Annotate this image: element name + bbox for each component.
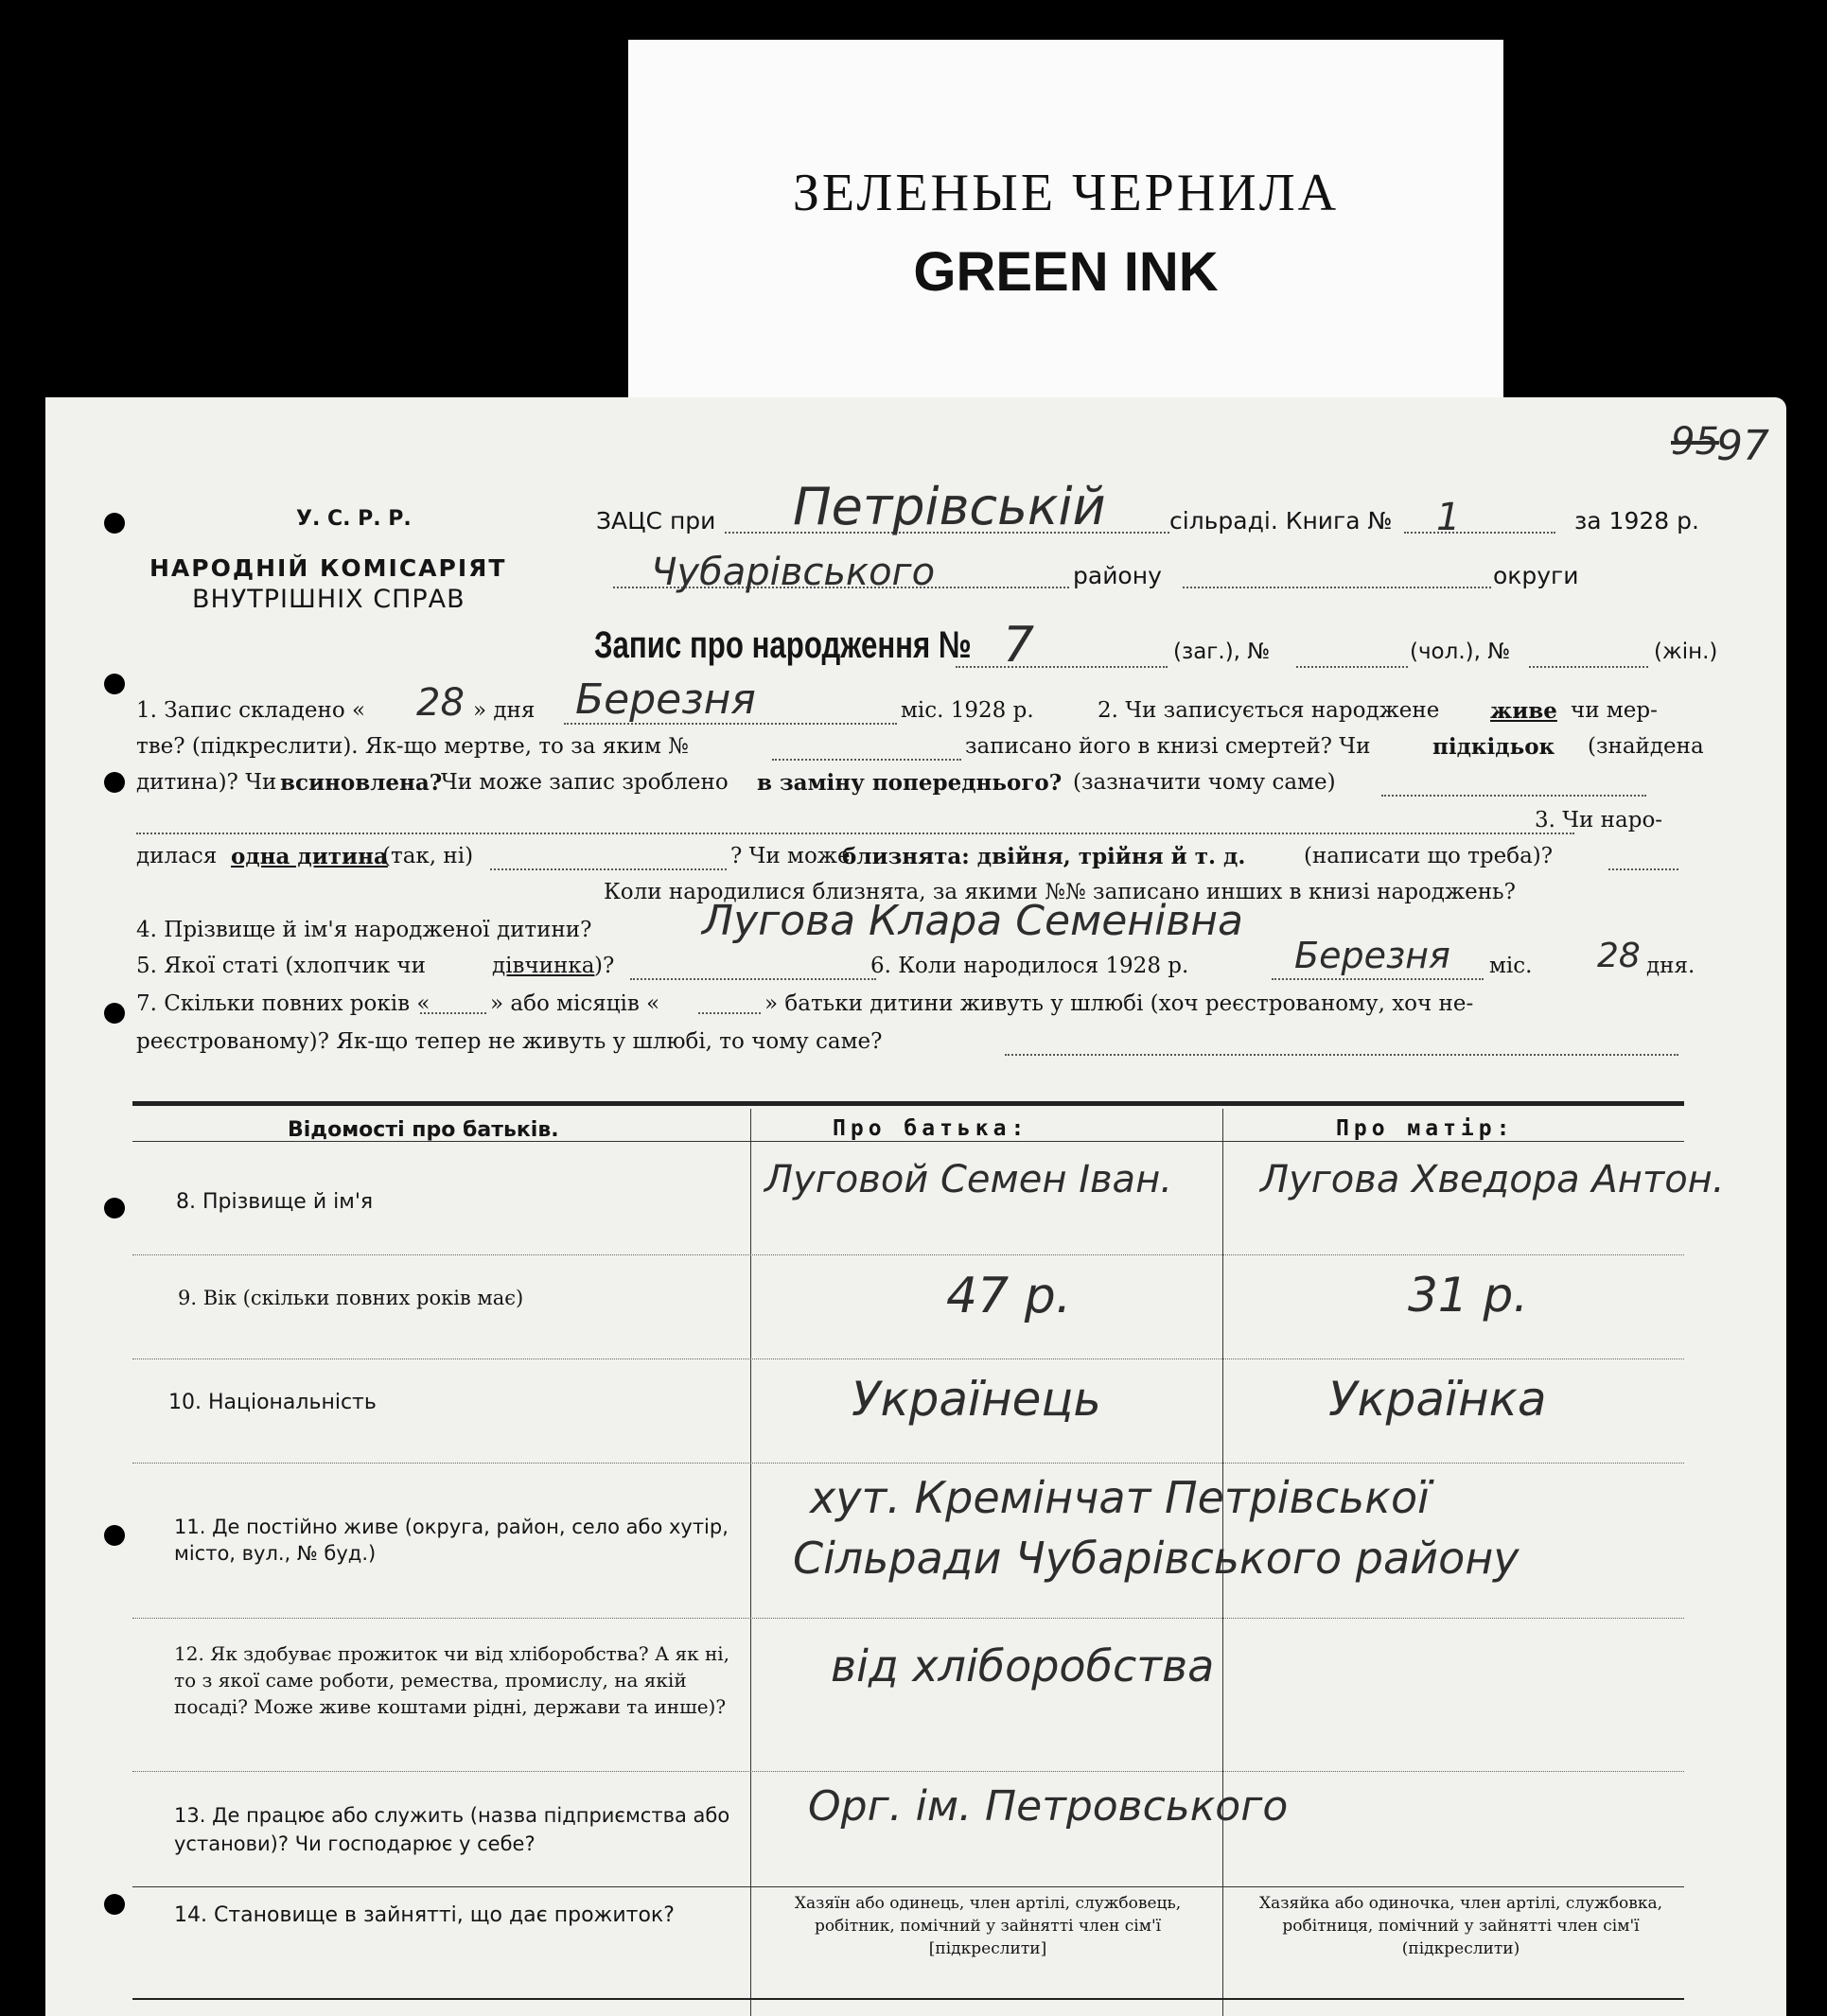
male-number-line (1529, 666, 1648, 668)
record-number-line (956, 666, 1168, 668)
q1-record-date-label: 1. Запис складено « (136, 698, 366, 723)
death-record-line (772, 759, 961, 761)
table-bottom-rule (132, 1998, 1684, 2000)
table-row-label: 12. Як здобуває прожиток чи від хліборобства? А як ні, то з якої саме роботи, ремества, промислу, на якій посаді? Може живе коштами рідні, держави та инше)? (174, 1642, 730, 1718)
female-number-label: (жін.) (1654, 640, 1718, 664)
okrug-field-line (1183, 587, 1491, 588)
table-header-mother: Про матір: (1336, 1116, 1515, 1141)
record-number-value: 7 (1003, 617, 1035, 674)
punch-hole-icon (104, 1894, 125, 1915)
table-row-label: 8. Прізвище й ім'я (176, 1190, 374, 1214)
male-number-label: (чол.), № (1410, 640, 1511, 664)
q6-birth-year-label: 6. Коли народилося 1928 р. (870, 954, 1189, 978)
q2-alive-label: 2. Чи записується народжене (1098, 698, 1440, 723)
girl-option: дівчинка (492, 954, 595, 978)
replacement-reason-line (1381, 795, 1646, 797)
q2-dead-label: чи мер- (1571, 698, 1658, 723)
q7-marriage-years-label: 7. Скільки повних років « (136, 991, 430, 1016)
q4-child-name-label: 4. Прізвище й ім'я народженої дитини? (136, 918, 592, 942)
record-day-value: 28 (416, 681, 465, 725)
found-child-label: (знайдена (1588, 734, 1704, 759)
twins-instruction: (написати що треба)? (1304, 844, 1554, 868)
blank-line (136, 833, 1574, 834)
q1-day-label: » дня (473, 698, 536, 723)
marriage-reason-label: реєстрованому)? Як-що тепер не живуть у шлюбі, то чому саме? (136, 1029, 883, 1054)
residence-line1-value: хут. Кремінчат Петрівської (810, 1472, 1430, 1523)
yes-no-line (490, 868, 727, 870)
punch-hole-icon (104, 1003, 125, 1024)
born-prefix: дилася (136, 844, 218, 868)
father-nationality-value: Українець (852, 1372, 1101, 1427)
father-age-value: 47 р. (946, 1268, 1072, 1324)
ink-label-card (628, 40, 1503, 397)
punch-hole-icon (104, 674, 125, 694)
year-label: за 1928 р. (1574, 507, 1699, 535)
table-row-label: 11. Де постійно живе (округа, район, село або хутір, місто, вул., № буд.) (174, 1516, 729, 1565)
punch-hole-icon (104, 513, 125, 534)
punch-hole-icon (104, 1525, 125, 1546)
father-livelihood-value: від хліборобства (831, 1640, 1215, 1692)
record-title: Запис про народження № (594, 624, 972, 666)
q5-sex-label: 5. Якої статі (хлопчик чи (136, 954, 426, 978)
table-header-parents: Відомості про батьків. (288, 1118, 559, 1142)
q3-single-child-label: 3. Чи наро- (1535, 808, 1663, 833)
table-row-divider (132, 1618, 1684, 1619)
record-month-value: Березня (575, 675, 756, 724)
punch-hole-icon (104, 1198, 125, 1218)
marriage-reason-line (1005, 1054, 1678, 1056)
ink-label-russian: ЗЕЛЕНЫЕ ЧЕРНИЛА (792, 164, 1340, 222)
single-child-option: одна дитина (231, 844, 388, 869)
yes-no-label: (так, ні) (382, 844, 474, 868)
birth-day-value: 28 (1597, 937, 1641, 975)
q2-alive-option: живе (1490, 698, 1557, 724)
district-label: району (1073, 562, 1162, 589)
marriage-months-label: » або місяців « (490, 991, 660, 1016)
book-number-value: 1 (1436, 496, 1461, 539)
twins-prefix: ? Чи може (730, 844, 851, 868)
birth-month-value: Березня (1294, 935, 1450, 976)
general-number-label: (заг.), № (1173, 640, 1271, 664)
q2-death-record-label: тве? (підкреслити). Як-що мертве, то за яким № (136, 734, 689, 759)
book-field-line (1404, 532, 1555, 534)
child-name-value: Лугова Клара Семенівна (702, 897, 1243, 945)
marriage-months-line (698, 1012, 761, 1014)
general-number-line (1296, 666, 1408, 668)
table-top-rule (132, 1101, 1684, 1106)
page-number-crossed: 95 (1671, 420, 1719, 464)
adopted-label: всиновлена? (280, 770, 443, 796)
book-label: сільраді. Книга № (1169, 507, 1393, 535)
q2-death-book-label: записано його в книзі смертей? Чи (965, 734, 1371, 759)
page-number: 97 (1716, 422, 1769, 470)
table-row-label: 14. Становище в зайнятті, що дає прожиток? (174, 1903, 675, 1927)
q5-sex-suffix: )? (594, 954, 615, 978)
table-header-father: Про батька: (833, 1116, 1029, 1141)
father-workplace-value: Орг. ім. Петровського (808, 1782, 1289, 1831)
mother-employment-options: Хазяйка або одиночка, член артілі, службовка, робітниця, помічний у зайнятті член сім'ї (підкреслити) (1258, 1894, 1663, 1958)
district-field-line (613, 587, 1069, 588)
twins-line (1608, 868, 1678, 870)
sex-line (630, 978, 876, 980)
twins-label: близнята: двійня, трійня й т. д. (842, 844, 1246, 869)
replacement-prefix: Чи може запис зроблено (441, 770, 729, 795)
table-row-label: 9. Вік (скільки повних років має) (178, 1287, 524, 1309)
father-employment-options: Хазяїн або одинець, член артілі, службовець, робітник, помічний у зайнятті член сім'ї [підкреслити] (794, 1894, 1182, 1958)
table-row-divider (132, 1886, 1684, 1887)
zags-village-value: Петрівській (793, 477, 1106, 536)
zags-label: ЗАЦС при (596, 507, 716, 535)
adopted-prefix: дитина)? Чи (136, 770, 277, 795)
ink-label-english: GREEN INK (913, 241, 1219, 303)
replacement-reason-label: (зазначити чому саме) (1073, 770, 1336, 795)
table-row-divider (132, 1254, 1684, 1255)
table-col-divider (750, 1109, 751, 2016)
table-row-label: 13. Де працює або служить (назва підприємства або установи)? Чи господарює у себе? (174, 1804, 730, 1855)
commissariat-heading: НАРОДНІЙ КОМІСАРІЯТ (149, 554, 507, 582)
twins-records-label: Коли народилися близнята, за якими №№ записано инших в книзі народжень? (604, 880, 1516, 904)
ministry-heading: ВНУТРІШНІХ СПРАВ (192, 585, 466, 614)
table-row-label: 10. Національність (168, 1391, 377, 1414)
birth-month-label: міс. (1489, 954, 1533, 978)
punch-hole-icon (104, 772, 125, 793)
marriage-years-line (420, 1012, 486, 1014)
ussr-heading: У. С. Р. Р. (296, 507, 412, 531)
birth-record-sheet (45, 397, 1786, 2016)
marriage-question: » батьки дитини живуть у шлюбі (хоч реєстрованому, хоч не- (764, 991, 1474, 1016)
record-month-line (564, 723, 897, 725)
mother-nationality-value: Українка (1328, 1372, 1547, 1427)
mother-name-value: Лугова Хведора Антон. (1260, 1158, 1725, 1201)
okrug-label: округи (1493, 562, 1579, 589)
q1-year-label: міс. 1928 р. (901, 698, 1034, 723)
birth-day-label: дня. (1646, 954, 1695, 978)
foundling-label: підкідьок (1432, 734, 1555, 760)
mother-age-value: 31 р. (1408, 1268, 1529, 1323)
district-value: Чубарівського (651, 551, 936, 594)
table-row-divider (132, 1771, 1684, 1772)
table-row-divider (132, 1463, 1684, 1464)
birth-month-line (1272, 978, 1484, 980)
residence-line2-value: Сільради Чубарівського району (793, 1533, 1520, 1584)
father-name-value: Луговой Семен Іван. (764, 1158, 1172, 1201)
replacement-label: в заміну попереднього? (757, 770, 1063, 796)
